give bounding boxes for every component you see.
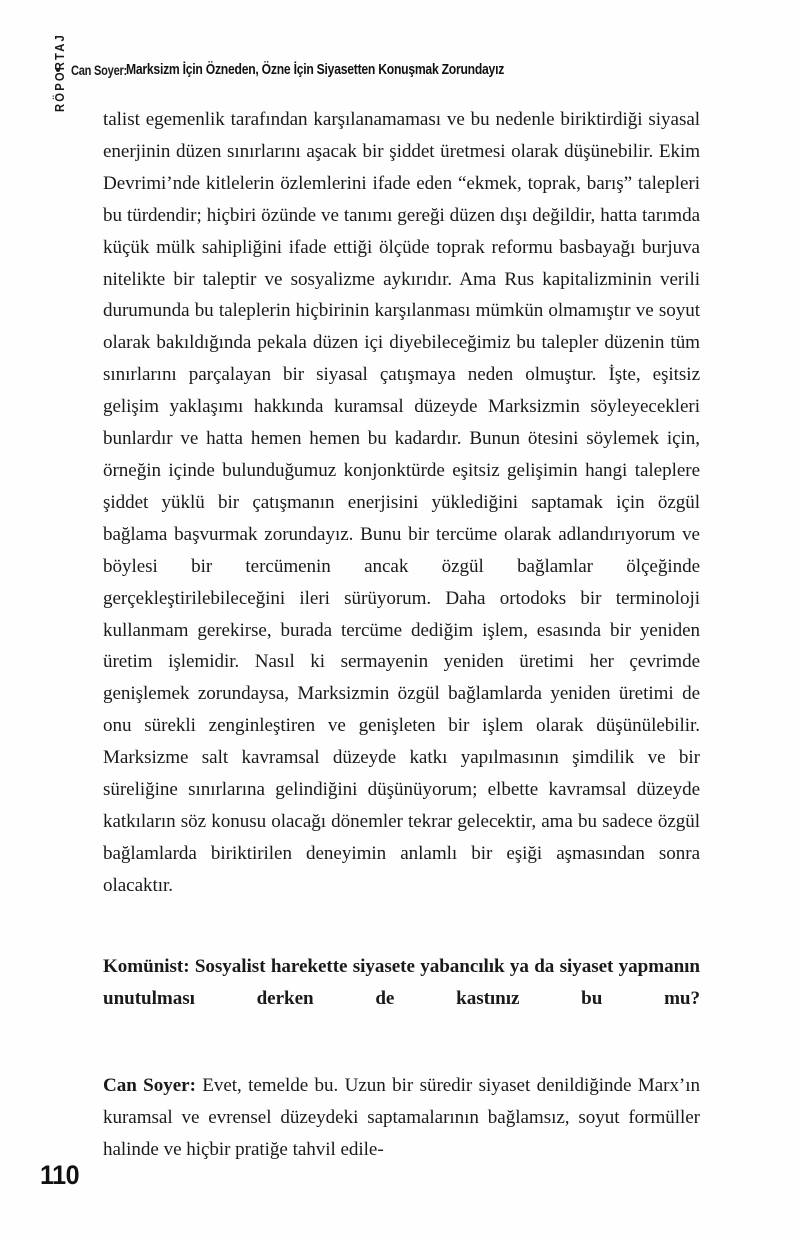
running-header-speaker: Can Soyer: xyxy=(71,62,127,78)
interview-answer-text: Evet, temelde bu. Uzun bir süredir siyaset denildiğinde Marx’ın kuramsal ve evrensel düzeydeki saptamalarının bağlamsız, soyut formüller halinde ve hiçbir pratiğe tahvil edile- xyxy=(103,1075,700,1161)
page-number-label: 110 xyxy=(40,1160,80,1190)
section-tab xyxy=(52,8,68,112)
paragraph-gap xyxy=(103,902,700,951)
running-header-title: Marksizm İçin Özneden, Özne İçin Siyasetten Konuşmak Zorundayız xyxy=(126,62,505,78)
text-column xyxy=(103,104,700,1166)
interview-answer-speaker: Can Soyer: xyxy=(103,1075,196,1097)
section-tab-label: RÖPORTAJ xyxy=(53,33,67,112)
interview-question: Komünist: Sosyalist harekette siyasete yabancılık ya da siyaset yapmanın unutulması derken de kastınız bu mu? xyxy=(103,955,700,1009)
page-number xyxy=(40,1160,82,1191)
running-header xyxy=(56,60,758,80)
body-paragraph-continued: talist egemenlik tarafından karşılanamaması ve bu nedenle biriktirdiği siyasal enerjinin düzen sınırlarını aşacak bir şiddet üretmesi olarak düşünebilir. Ekim Devrimi’nde kitlelerin özlemlerini ifade eden “ekmek, toprak, barış” talepleri bu türdendir; hiçbiri özünde ve tanımı gereği düzen dışı değildir, hatta tarımda küçük mülk sahipliğini ifade ettiği ölçüde toprak reformu basbayağı burjuva nitelikte bir taleptir ve sosyalizme aykırıdır. Ama Rus kapitalizminin verili durumunda bu taleplerin hiçbirinin karşılanması mümkün olmamıştır ve soyut olarak bakıldığında pekala düzen içi diyebileceğimiz bu talepler düzenin tüm sınırlarını parçalayan bir siyasal çatışmaya neden olmuştur. İşte, eşitsiz gelişim yaklaşımı hakkında kuramsal düzeyde Marksizmin söyleyecekleri bunlardır ve hatta hemen hemen bu kadardır. Bunun ötesini söylemek için, örneğin içinde bulunduğumuz konjonktürde eşitsiz gelişimin hangi taleplere şiddet yüklü bir çatışmanın enerjisini yüklediğini saptamak için özgül bağlama başvurmak zorundayız. Bunu bir tercüme olarak adlandırıyorum ve böylesi bir tercümenin ancak özgül bağlamlar ölçeğinde gerçekleştirilebileceğini ileri sürüyorum. Daha ortodoks bir terminoloji kullanmam gerekirse, burada tercüme dediğim işlem, esasında bir yeniden üretim işlemidir. Nasıl ki sermayenin yeniden üretimi her çevrimde genişlemek zorundaysa, Marksizmin özgül bağlamlarda yeniden üretimi de onu sürekli zenginleştiren ve genişleten bir işlem olarak düşünülebilir. Marksizme salt kavramsal düzeyde katkı yapılmasının şimdilik ve bir süreliğine sınırlarına gelindiğini düşünüyorum; elbette kavramsal düzeyde katkıların söz konusu olacağı dönemler tekrar gelecektir, ama bu sadece özgül bağlamlarda biriktirilen deneyimin anlamlı bir eşiği aşmasından sonra olacaktır. xyxy=(103,109,700,896)
qa-gap xyxy=(103,1046,700,1070)
interview-answer xyxy=(103,1070,700,1166)
